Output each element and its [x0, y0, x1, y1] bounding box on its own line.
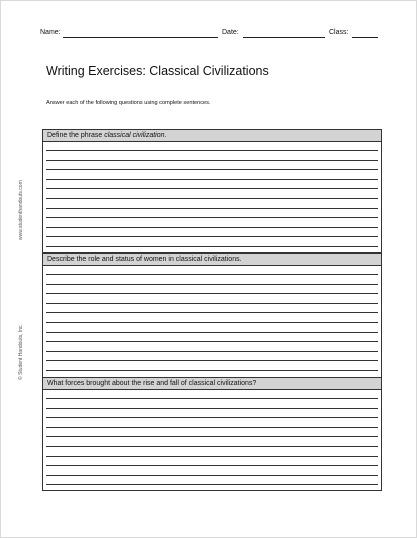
answer-line: [46, 465, 378, 466]
answer-line: [46, 274, 378, 275]
instructions: Answer each of the following questions using complete sentences.: [46, 100, 211, 106]
answer-line: [46, 370, 378, 371]
answer-line: [46, 179, 378, 180]
answer-line: [46, 198, 378, 199]
question-prompt-1: Define the phrase classical civilization.: [43, 130, 381, 142]
question-prompt-2: Describe the role and status of women in classical civilizations.: [43, 254, 381, 266]
answer-line: [46, 446, 378, 447]
class-field[interactable]: [352, 37, 378, 38]
class-label: Class:: [329, 29, 349, 36]
question-box-1: [42, 129, 382, 253]
website-watermark: www.studenthandouts.com: [18, 180, 24, 240]
answer-line: [46, 303, 378, 304]
answer-line: [46, 169, 378, 170]
date-field[interactable]: [243, 37, 325, 38]
copyright-watermark: © Student Handouts, Inc.: [18, 324, 24, 380]
answer-line: [46, 351, 378, 352]
question-emphasis: classical civilization: [104, 132, 165, 139]
question-prompt-3: What forces brought about the rise and fall of classical civilizations?: [43, 378, 381, 390]
answer-line: [46, 427, 378, 428]
answer-line: [46, 341, 378, 342]
answer-line: [46, 312, 378, 313]
question-box-2: [42, 253, 382, 378]
answer-line: [46, 217, 378, 218]
date-label: Date:: [222, 29, 239, 36]
answer-line: [46, 360, 378, 361]
name-field[interactable]: [63, 37, 218, 38]
answer-lines-2[interactable]: [43, 266, 381, 376]
answer-line: [46, 332, 378, 333]
answer-line: [46, 236, 378, 237]
answer-line: [46, 160, 378, 161]
page-title: Writing Exercises: Classical Civilizations: [46, 64, 269, 78]
answer-line: [46, 208, 378, 209]
answer-line: [46, 227, 378, 228]
answer-line: [46, 293, 378, 294]
answer-line: [46, 246, 378, 247]
answer-lines-3[interactable]: [43, 390, 381, 489]
name-label: Name:: [40, 29, 61, 36]
answer-line: [46, 436, 378, 437]
answer-line: [46, 322, 378, 323]
answer-lines-1[interactable]: [43, 142, 381, 251]
question-box-3: [42, 377, 382, 491]
answer-line: [46, 150, 378, 151]
answer-line: [46, 417, 378, 418]
answer-line: [46, 398, 378, 399]
answer-line: [46, 408, 378, 409]
answer-line: [46, 456, 378, 457]
answer-line: [46, 188, 378, 189]
answer-line: [46, 284, 378, 285]
answer-line: [46, 484, 378, 485]
answer-line: [46, 475, 378, 476]
